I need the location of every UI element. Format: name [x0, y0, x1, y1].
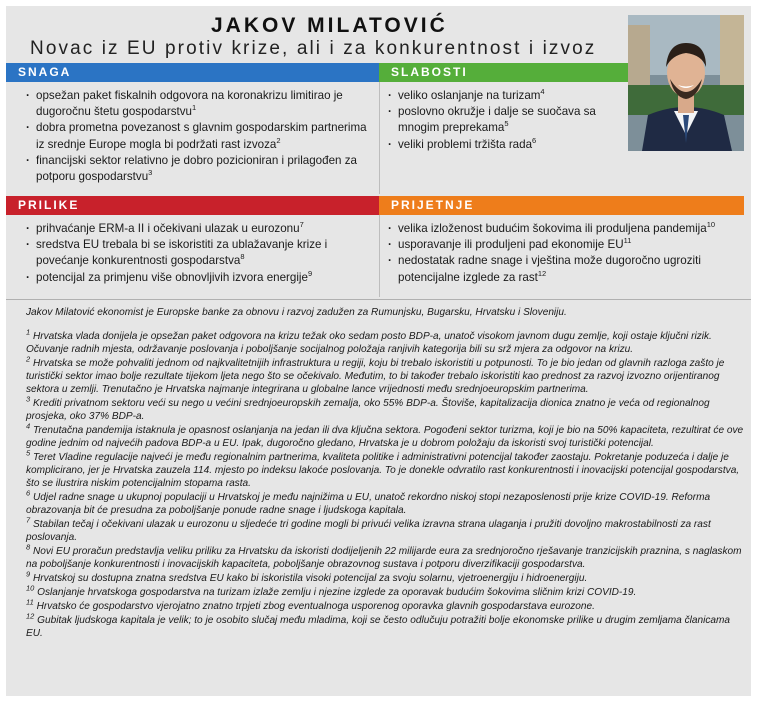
footnote: $^3$ Krediti privatnom sektoru veći su nego u većini srednjoeuropskih zemalja, oko 55% BDP-a. Štoviše, kapitalizacija dionica znatno je veća od regionalnog prosjeka, oko 37% BDP-a.	[26, 394, 710, 422]
list-item: · opsežan paket fiskalnih odgovora na koronakrizu limitirao je dugoročnu štetu gospodarstvu$^1$	[24, 88, 374, 120]
opportunities-list	[24, 221, 374, 286]
list-item: · nedostatak radne snage i vještina može dugoročno ugroziti potencijalne izglede za rast$^{12}$	[386, 253, 746, 285]
footnote: $^9$ Hrvatskoj su dostupna znatna sredstva EU kako bi iskoristila visoki potencijal za svoju solarnu, vjetroenergiju i hidroenergiju.	[26, 569, 588, 584]
footnote: $^8$ Novi EU proračun predstavlja veliku priliku za Hrvatsku da iskoristi dodijeljenih 22 milijarde eura za srednjoročno rješavanje tranzicijskih praznina, s naglaskom na poboljšanje konkurentnosti i inovacijskih kapaciteta, poboljšanje obrazovnog sustava i potporu diverzifikaciji gospodarstva.	[26, 542, 742, 570]
footnote: $^5$ Teret Vladine regulacije najveći je među regionalnim partnerima, kvaliteta politike i administrativni potencijal također zaostaju. Pokretanje poduzeća i dalje je komplicirano, jer je Hrvatska zauzela 114. mjesto po indeksu lakoće poslovanja. To je donekle odvratilo rast konkurentnosti i inovacijski potencijal gospodarstva, što se ilustrira niskim potencijalnim stopama rasta.	[26, 448, 740, 489]
list-item: · veliki problemi tržišta rada$^6$	[386, 137, 626, 153]
strengths-list	[24, 88, 374, 185]
article-subtitle: Novac iz EU protiv krize, ali i za konkurentnost i izvoz	[30, 38, 597, 59]
footnotes	[26, 327, 744, 642]
footnote: $^1$ Hrvatska vlada donijela je opsežan paket odgovora na krizu težak oko sedam posto BDP-a, unatoč visokom javnom dugu zemlje, koji ostaje ključni rizik. Očuvanje radnih mjesta, održavanje poslovanja i poboljšanje socijalnog položaja ranjivih kategorija bili su srž mjera za odgovor na krizu.	[26, 327, 712, 355]
portrait-photo	[628, 15, 744, 151]
author-name: JAKOV MILATOVIĆ	[211, 14, 448, 37]
footnote: $^{10}$ Oslanjanje hrvatskoga gospodarstva na turizam izlaže zemlju i njezine izglede za oporavak budućim šokovima sličnim krizi COVID-19.	[26, 583, 637, 598]
threats-list	[386, 221, 746, 286]
footnote: $^7$ Stabilan tečaj i očekivani ulazak u eurozonu u sljedeće tri godine mogli bi privući velika izravna strana ulaganja i pružiti dovoljno makrostabilnosti za rast poslovanja.	[26, 515, 711, 543]
list-item: · velika izloženost budućim šokovima ili produljena pandemija$^{10}$	[386, 221, 746, 237]
footnote: $^6$ Udjel radne snage u ukupnoj populaciji u Hrvatskoj je među najnižima u EU, unatoč rekordno niskoj stopi nezaposlenosti prije krize COVID-19. Reforma obrazovanja bit će presudna za poboljšanje ponude radne snage i ljudskoga kapitala.	[26, 488, 711, 516]
author-bio: Jakov Milatović ekonomist je Europske banke za obnovu i razvoj zadužen za Rumunjsku, Bugarsku, Hrvatsku i Sloveniju.	[26, 307, 567, 318]
opportunities-header: PRILIKE	[6, 196, 379, 215]
list-item: · potencijal za primjenu više obnovljivih izvora energije$^9$	[24, 270, 374, 286]
divider	[6, 299, 751, 300]
strengths-header: SNAGA	[6, 63, 379, 82]
divider	[379, 215, 380, 297]
list-item: · dobra prometna povezanost s glavnim gospodarskim partnerima iz srednje Europe mogla bi podržati rast izvoza$^2$	[24, 120, 374, 152]
portrait-photo-illustration	[628, 15, 744, 151]
list-item: · prihvaćanje ERM-a II i očekivani ulazak u eurozonu$^7$	[24, 221, 374, 237]
threats-header: PRIJETNJE	[379, 196, 744, 215]
footnote: $^4$ Trenutačna pandemija istaknula je opasnost oslanjanja na jedan ili dva ključna sektora. Pogođeni sektor turizma, koji je bio na 50% kapaciteta, rezultirat će ove godine jednim od najvećih padova BDP-a u EU. Ipak, dugoročno gledano, Hrvatska je u dobrom položaju da iskoristi svoj turistički potencijal.	[26, 421, 744, 449]
weaknesses-list	[386, 88, 626, 153]
footnote: $^2$ Hrvatska se može pohvaliti jednom od najkvalitetnijih infrastruktura u regiji, koju bi trebalo iskoristiti u potpunosti. To je bio jedan od glavnih razloga zašto je turistički sektor imao bolje rezultate tijekom ljeta nego što se očekivalo. Međutim, to bi također trebalo iskoristiti kao prednost za razvoj izvozno orijentiranog sektora u zemlji. Trenutačno je Hrvatska najmanje integrirana u globalne lance vrijednosti među srednjoeuropskim partnerima.	[26, 354, 725, 395]
divider	[379, 82, 380, 194]
list-item: · poslovno okružje i dalje se suočava sa mnogim preprekama$^5$	[386, 104, 626, 136]
footnote: $^{12}$ Gubitak ljudskoga kapitala je velik; to je osobito slučaj među mladima, koji se često odlučuju potražiti bolje ekonomske prilike u drugim zemljama članicama EU.	[26, 611, 731, 639]
list-item: · financijski sektor relativno je dobro pozicioniran i prilagođen za potporu gospodarstvu$^3$	[24, 153, 374, 185]
list-item: · sredstva EU trebala bi se iskoristiti za ublažavanje krize i povećanje konkurentnosti gospodarstva$^8$	[24, 237, 374, 269]
list-item: · veliko oslanjanje na turizam$^4$	[386, 88, 626, 104]
weaknesses-header: SLABOSTI	[379, 63, 628, 82]
footnote: $^{11}$ Hrvatsko će gospodarstvo vjerojatno znatno trpjeti zbog eventualnoga usporenog oporavka glavnih gospodarstava eurozone.	[26, 597, 595, 612]
article-header	[6, 6, 628, 62]
list-item: · usporavanje ili produljeni pad ekonomije EU$^{11}$	[386, 237, 746, 253]
